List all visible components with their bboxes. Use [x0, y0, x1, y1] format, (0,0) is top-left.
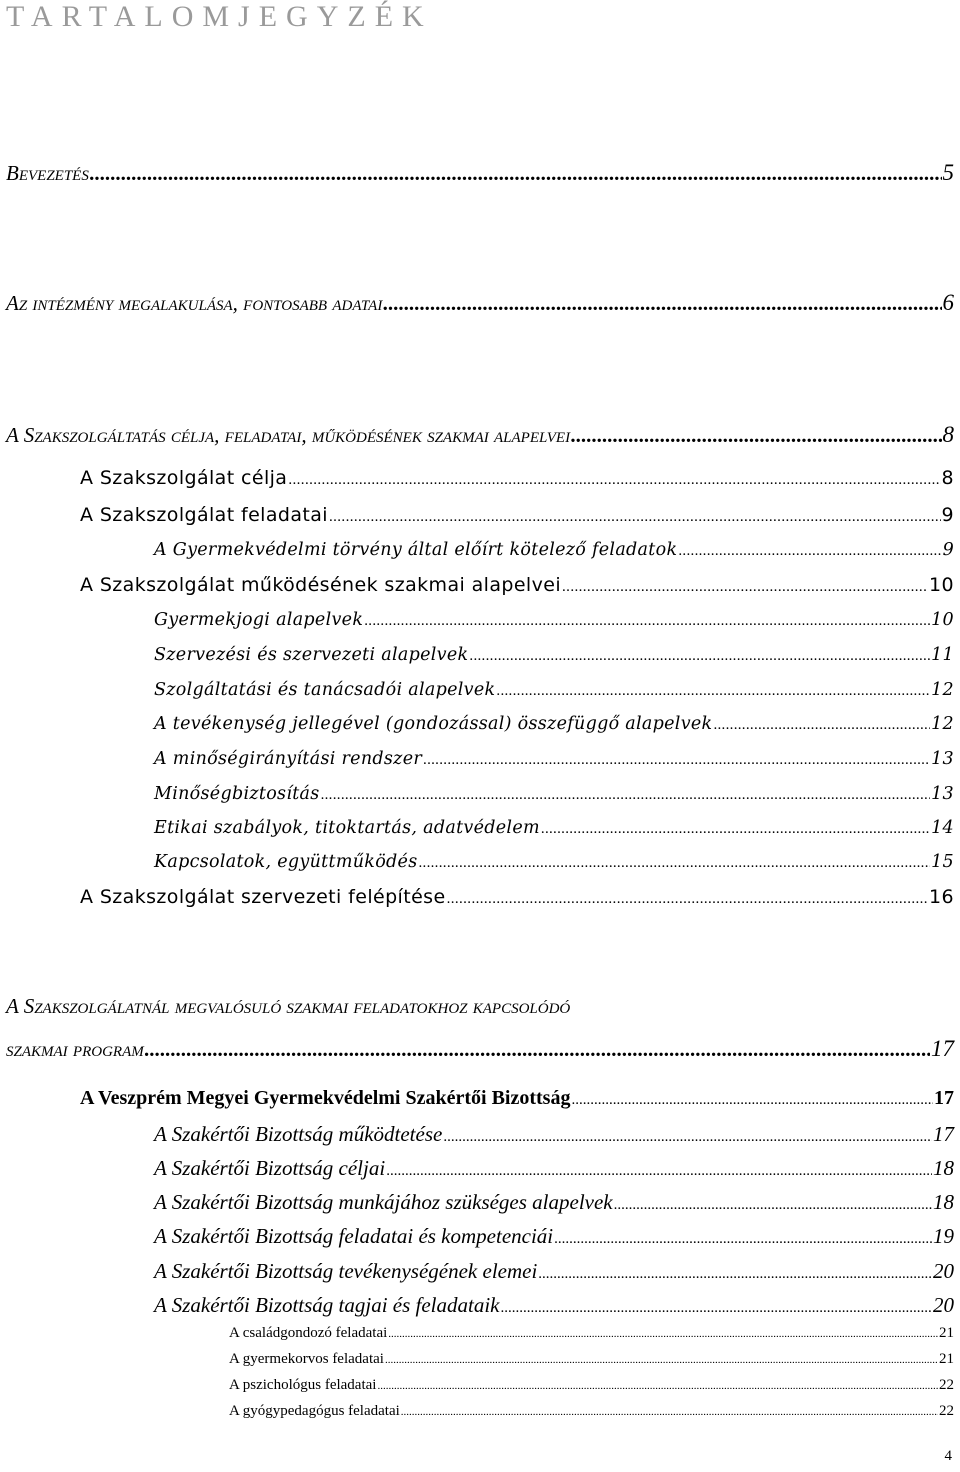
toc-entry-program-line1[interactable]: A Szakszolgálatnál megvalósuló szakmai feladatokhoz kapcsolódó — [6, 994, 571, 1018]
toc-entry-page: 17 — [931, 1036, 954, 1061]
dot-leader — [554, 1231, 932, 1248]
toc-entry-label: szakmai program — [6, 1037, 144, 1061]
toc-entry-page: 16 — [929, 886, 954, 908]
toc-entry-label: A Veszprém Megyei Gyermekvédelmi Szakértői Bizottság — [80, 1087, 571, 1109]
toc-entry-label: Bevezetés — [6, 161, 89, 185]
toc-entry-bizottsag[interactable] — [80, 1087, 954, 1110]
dot-leader — [383, 291, 941, 316]
document-title: TARTALOMJEGYZÉK — [6, 0, 433, 33]
toc-entry-pszichologus[interactable] — [229, 1377, 954, 1394]
dot-leader — [571, 1092, 933, 1109]
toc-entry-label: A Szakszolgálat feladatai — [80, 504, 328, 526]
dot-leader — [401, 1406, 938, 1418]
toc-entry-szervezesi[interactable] — [154, 645, 954, 665]
dot-leader — [571, 423, 941, 448]
toc-entry-feladatai[interactable] — [80, 504, 954, 526]
dot-leader — [321, 787, 931, 804]
toc-entry-page: 9 — [942, 540, 954, 560]
toc-entry-page: 18 — [933, 1156, 954, 1180]
dot-leader — [288, 472, 940, 489]
toc-entry-label: A Szakszolgálat szervezeti felépítése — [80, 886, 446, 908]
toc-entry-page: 21 — [939, 1325, 954, 1341]
toc-entry-label: A gyermekorvos feladatai — [229, 1351, 384, 1367]
toc-entry-page: 15 — [931, 852, 954, 872]
toc-entry-celjai[interactable] — [154, 1156, 954, 1181]
toc-entry-bevezetes[interactable] — [6, 160, 954, 186]
toc-entry-label: Szervezési és szervezeti alapelvek — [154, 645, 469, 665]
toc-entry-label: Szolgáltatási és tanácsadói alapelvek — [154, 680, 496, 700]
toc-entry-label: A minőségirányítási rendszer — [154, 749, 423, 769]
toc-entry-page: 21 — [939, 1351, 954, 1367]
toc-entry-label: Kapcsolatok, együttműködés — [154, 852, 418, 872]
dot-leader — [329, 509, 941, 526]
dot-leader — [541, 821, 930, 838]
toc-entry-page: 18 — [933, 1190, 954, 1214]
toc-entry-label: A tevékenység jellegével (gondozással) összefüggő alapelvek — [154, 714, 713, 734]
dot-leader — [447, 891, 928, 908]
toc-entry-kompetenciai[interactable] — [154, 1224, 954, 1249]
toc-entry-label: A Szakszolgálat célja — [80, 467, 288, 489]
toc-entry-munkajahoz[interactable] — [154, 1190, 954, 1215]
toc-entry-label: A Szakszolgálat működésének szakmai alapelvei — [80, 574, 562, 596]
toc-entry-page: 8 — [942, 422, 954, 447]
toc-entry-page: 11 — [931, 645, 954, 665]
toc-entry-celja[interactable] — [80, 467, 954, 489]
dot-leader — [713, 717, 930, 734]
toc-entry-tagjai[interactable] — [154, 1293, 954, 1318]
toc-entry-page: 17 — [933, 1122, 954, 1146]
toc-entry-minosegbiztositas[interactable] — [154, 784, 954, 804]
toc-entry-kapcsolatok[interactable] — [154, 852, 954, 872]
toc-entry-label: Minőségbiztosítás — [154, 784, 320, 804]
toc-entry-label: A Szakértői Bizottság munkájához szükséges alapelvek — [154, 1190, 613, 1214]
dot-leader — [501, 1300, 932, 1317]
toc-entry-page: 22 — [939, 1377, 954, 1393]
dot-leader — [364, 613, 930, 630]
page-number: 4 — [944, 1448, 952, 1464]
dot-leader — [386, 1163, 932, 1180]
dot-leader — [90, 161, 942, 186]
dot-leader — [388, 1328, 938, 1340]
toc-entry-szolgaltatasi[interactable] — [154, 680, 954, 700]
toc-entry-page: 22 — [939, 1403, 954, 1419]
toc-entry-label: A gyógypedagógus feladatai — [229, 1403, 400, 1419]
dot-leader — [496, 683, 930, 700]
toc-entry-gyermekvedelmi[interactable] — [154, 540, 954, 560]
dot-leader — [614, 1197, 932, 1214]
toc-entry-page: 20 — [933, 1293, 954, 1317]
toc-entry-label: A Szakértői Bizottság céljai — [154, 1156, 386, 1180]
toc-entry-label: Az intézmény megalakulása, fontosabb adatai — [6, 291, 383, 315]
toc-entry-mukodesenek[interactable] — [80, 574, 954, 596]
toc-entry-label: A Szakértői Bizottság tagjai és feladataik — [154, 1293, 500, 1317]
toc-entry-page: 9 — [941, 504, 954, 526]
toc-entry-label: Gyermekjogi alapelvek — [154, 610, 364, 630]
toc-entry-page: 12 — [931, 680, 954, 700]
dot-leader — [538, 1266, 932, 1283]
toc-entry-gyermekjogi[interactable] — [154, 610, 954, 630]
toc-entry-page: 17 — [934, 1087, 954, 1109]
toc-entry-label: Etikai szabályok, titoktartás, adatvédelem — [154, 818, 540, 838]
toc-entry-mukodtetese[interactable] — [154, 1122, 954, 1147]
toc-entry-gyermekorvos[interactable] — [229, 1351, 954, 1368]
dot-leader — [562, 579, 928, 596]
toc-entry-program[interactable] — [6, 1036, 954, 1062]
toc-entry-label: A Szakszolgáltatás célja, feladatai, működésének szakmai alapelvei — [6, 423, 571, 447]
toc-entry-gyogypedagogus[interactable] — [229, 1403, 954, 1420]
toc-entry-page: 8 — [941, 467, 954, 489]
dot-leader — [469, 648, 930, 665]
dot-leader — [385, 1354, 938, 1366]
toc-entry-szakszolgaltatas[interactable] — [6, 422, 954, 448]
toc-entry-page: 5 — [942, 160, 954, 185]
toc-entry-label: A pszichológus feladatai — [229, 1377, 377, 1393]
toc-entry-etikai[interactable] — [154, 818, 954, 838]
dot-leader — [377, 1380, 938, 1392]
toc-entry-csaladgondozo[interactable] — [229, 1325, 954, 1342]
dot-leader — [443, 1129, 932, 1146]
toc-entry-label: A családgondozó feladatai — [229, 1325, 388, 1341]
toc-entry-label: A Szakértői Bizottság feladatai és kompetenciái — [154, 1224, 554, 1248]
dot-leader — [678, 543, 941, 560]
toc-entry-label: A Szakértői Bizottság tevékenységének elemei — [154, 1259, 538, 1283]
toc-entry-page: 12 — [931, 714, 954, 734]
toc-entry-page: 10 — [931, 610, 954, 630]
toc-entry-page: 19 — [933, 1224, 954, 1248]
toc-entry-elemei[interactable] — [154, 1259, 954, 1284]
toc-entry-page: 13 — [931, 749, 954, 769]
toc-entry-page: 10 — [929, 574, 954, 596]
toc-entry-minosegiranyitasi[interactable] — [154, 749, 954, 769]
dot-leader — [423, 752, 930, 769]
toc-entry-label: A Gyermekvédelmi törvény által előírt kötelező feladatok — [154, 540, 678, 560]
toc-entry-felepitese[interactable] — [80, 886, 954, 908]
dot-leader — [145, 1037, 930, 1062]
dot-leader — [418, 855, 930, 872]
toc-entry-intezmeny[interactable] — [6, 290, 954, 316]
toc-entry-page: 20 — [933, 1259, 954, 1283]
toc-entry-page: 14 — [931, 818, 954, 838]
toc-entry-tevekenyseg[interactable] — [154, 714, 954, 734]
toc-entry-label: A Szakértői Bizottság működtetése — [154, 1122, 443, 1146]
toc-entry-page: 6 — [942, 290, 954, 315]
toc-entry-page: 13 — [931, 784, 954, 804]
